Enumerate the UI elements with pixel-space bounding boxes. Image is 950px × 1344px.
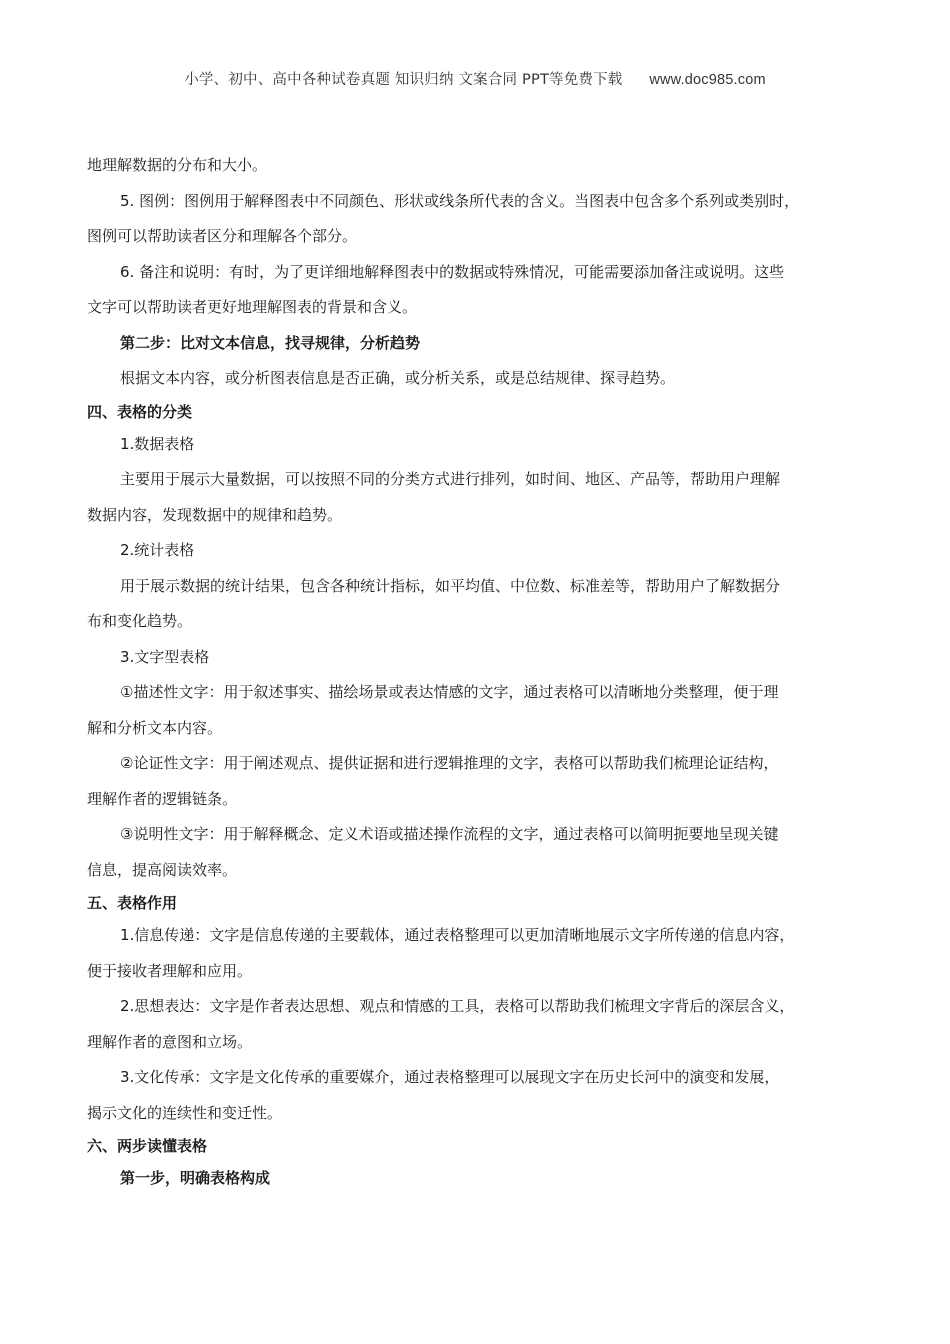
header-text: 小学、初中、高中各种试卷真题 知识归纳 文案合同 PPT等免费下载 <box>184 72 623 88</box>
subheading: 3.文字型表格 <box>120 647 210 666</box>
paragraph-line: ③说明性文字：用于解释概念、定义术语或描述操作流程的文字，通过表格可以简明扼要地呈现关键 <box>120 825 779 843</box>
paragraph-line: 便于接收者理解和应用。 <box>87 961 253 980</box>
paragraph-line: 5. 图例：图例用于解释图表中不同颜色、形状或线条所代表的含义。当图表中包含多个系列或类别时， <box>120 191 800 210</box>
document-body <box>87 148 877 1197</box>
paragraph-line: 主要用于展示大量数据，可以按照不同的分类方式进行排列，如时间、地区、产品等，帮助用户理解 <box>120 470 781 488</box>
paragraph-line: 根据文本内容，或分析图表信息是否正确，或分析关系，或是总结规律、探寻趋势。 <box>120 369 676 387</box>
paragraph-line: 数据内容，发现数据中的规律和趋势。 <box>87 505 343 524</box>
paragraph-line: 解和分析文本内容。 <box>87 718 223 737</box>
paragraph-line: 3.文化传承：文字是文化传承的重要媒介，通过表格整理可以展现文字在历史长河中的演变和发展， <box>120 1068 780 1086</box>
section-heading: 五、表格作用 <box>87 894 178 912</box>
page-header <box>0 68 950 89</box>
paragraph-line: 理解作者的逻辑链条。 <box>87 789 238 808</box>
paragraph-line: ①描述性文字：用于叙述事实、描绘场景或表达情感的文字，通过表格可以清晰地分类整理，便于理 <box>120 683 779 701</box>
header-site-link[interactable]: www.doc985.com <box>649 72 766 88</box>
paragraph-line: 揭示文化的连续性和变迁性。 <box>87 1103 283 1122</box>
section-heading: 六、两步读懂表格 <box>87 1137 208 1155</box>
paragraph-line: 信息，提高阅读效率。 <box>87 860 238 879</box>
paragraph-line: 6. 备注和说明：有时，为了更详细地解释图表中的数据或特殊情况，可能需要添加备注或说明。这些 <box>120 262 785 281</box>
subheading: 1.数据表格 <box>120 434 195 453</box>
paragraph-line: 用于展示数据的统计结果，包含各种统计指标，如平均值、中位数、标准差等，帮助用户了解数据分 <box>120 576 781 595</box>
step-heading: 第一步，明确表格构成 <box>120 1169 271 1187</box>
subheading: 2.统计表格 <box>120 541 195 559</box>
paragraph-line: 文字可以帮助读者更好地理解图表的背景和含义。 <box>87 298 418 316</box>
paragraph-line: ②论证性文字：用于阐述观点、提供证据和进行逻辑推理的文字，表格可以帮助我们梳理论证结构， <box>120 754 779 772</box>
paragraph-line: 地理解数据的分布和大小。 <box>87 156 268 174</box>
paragraph-line: 2.思想表达：文字是作者表达思想、观点和情感的工具，表格可以帮助我们梳理文字背后的深层含义， <box>120 997 795 1015</box>
step-heading: 第二步：比对文本信息，找寻规律，分析趋势 <box>120 333 421 352</box>
section-heading: 四、表格的分类 <box>87 402 193 421</box>
paragraph-line: 布和变化趋势。 <box>87 612 193 630</box>
paragraph-line: 1.信息传递：文字是信息传递的主要载体，通过表格整理可以更加清晰地展示文字所传递的信息内容， <box>120 926 795 944</box>
paragraph-line: 理解作者的意图和立场。 <box>87 1032 253 1051</box>
paragraph-line: 图例可以帮助读者区分和理解各个部分。 <box>87 227 358 245</box>
